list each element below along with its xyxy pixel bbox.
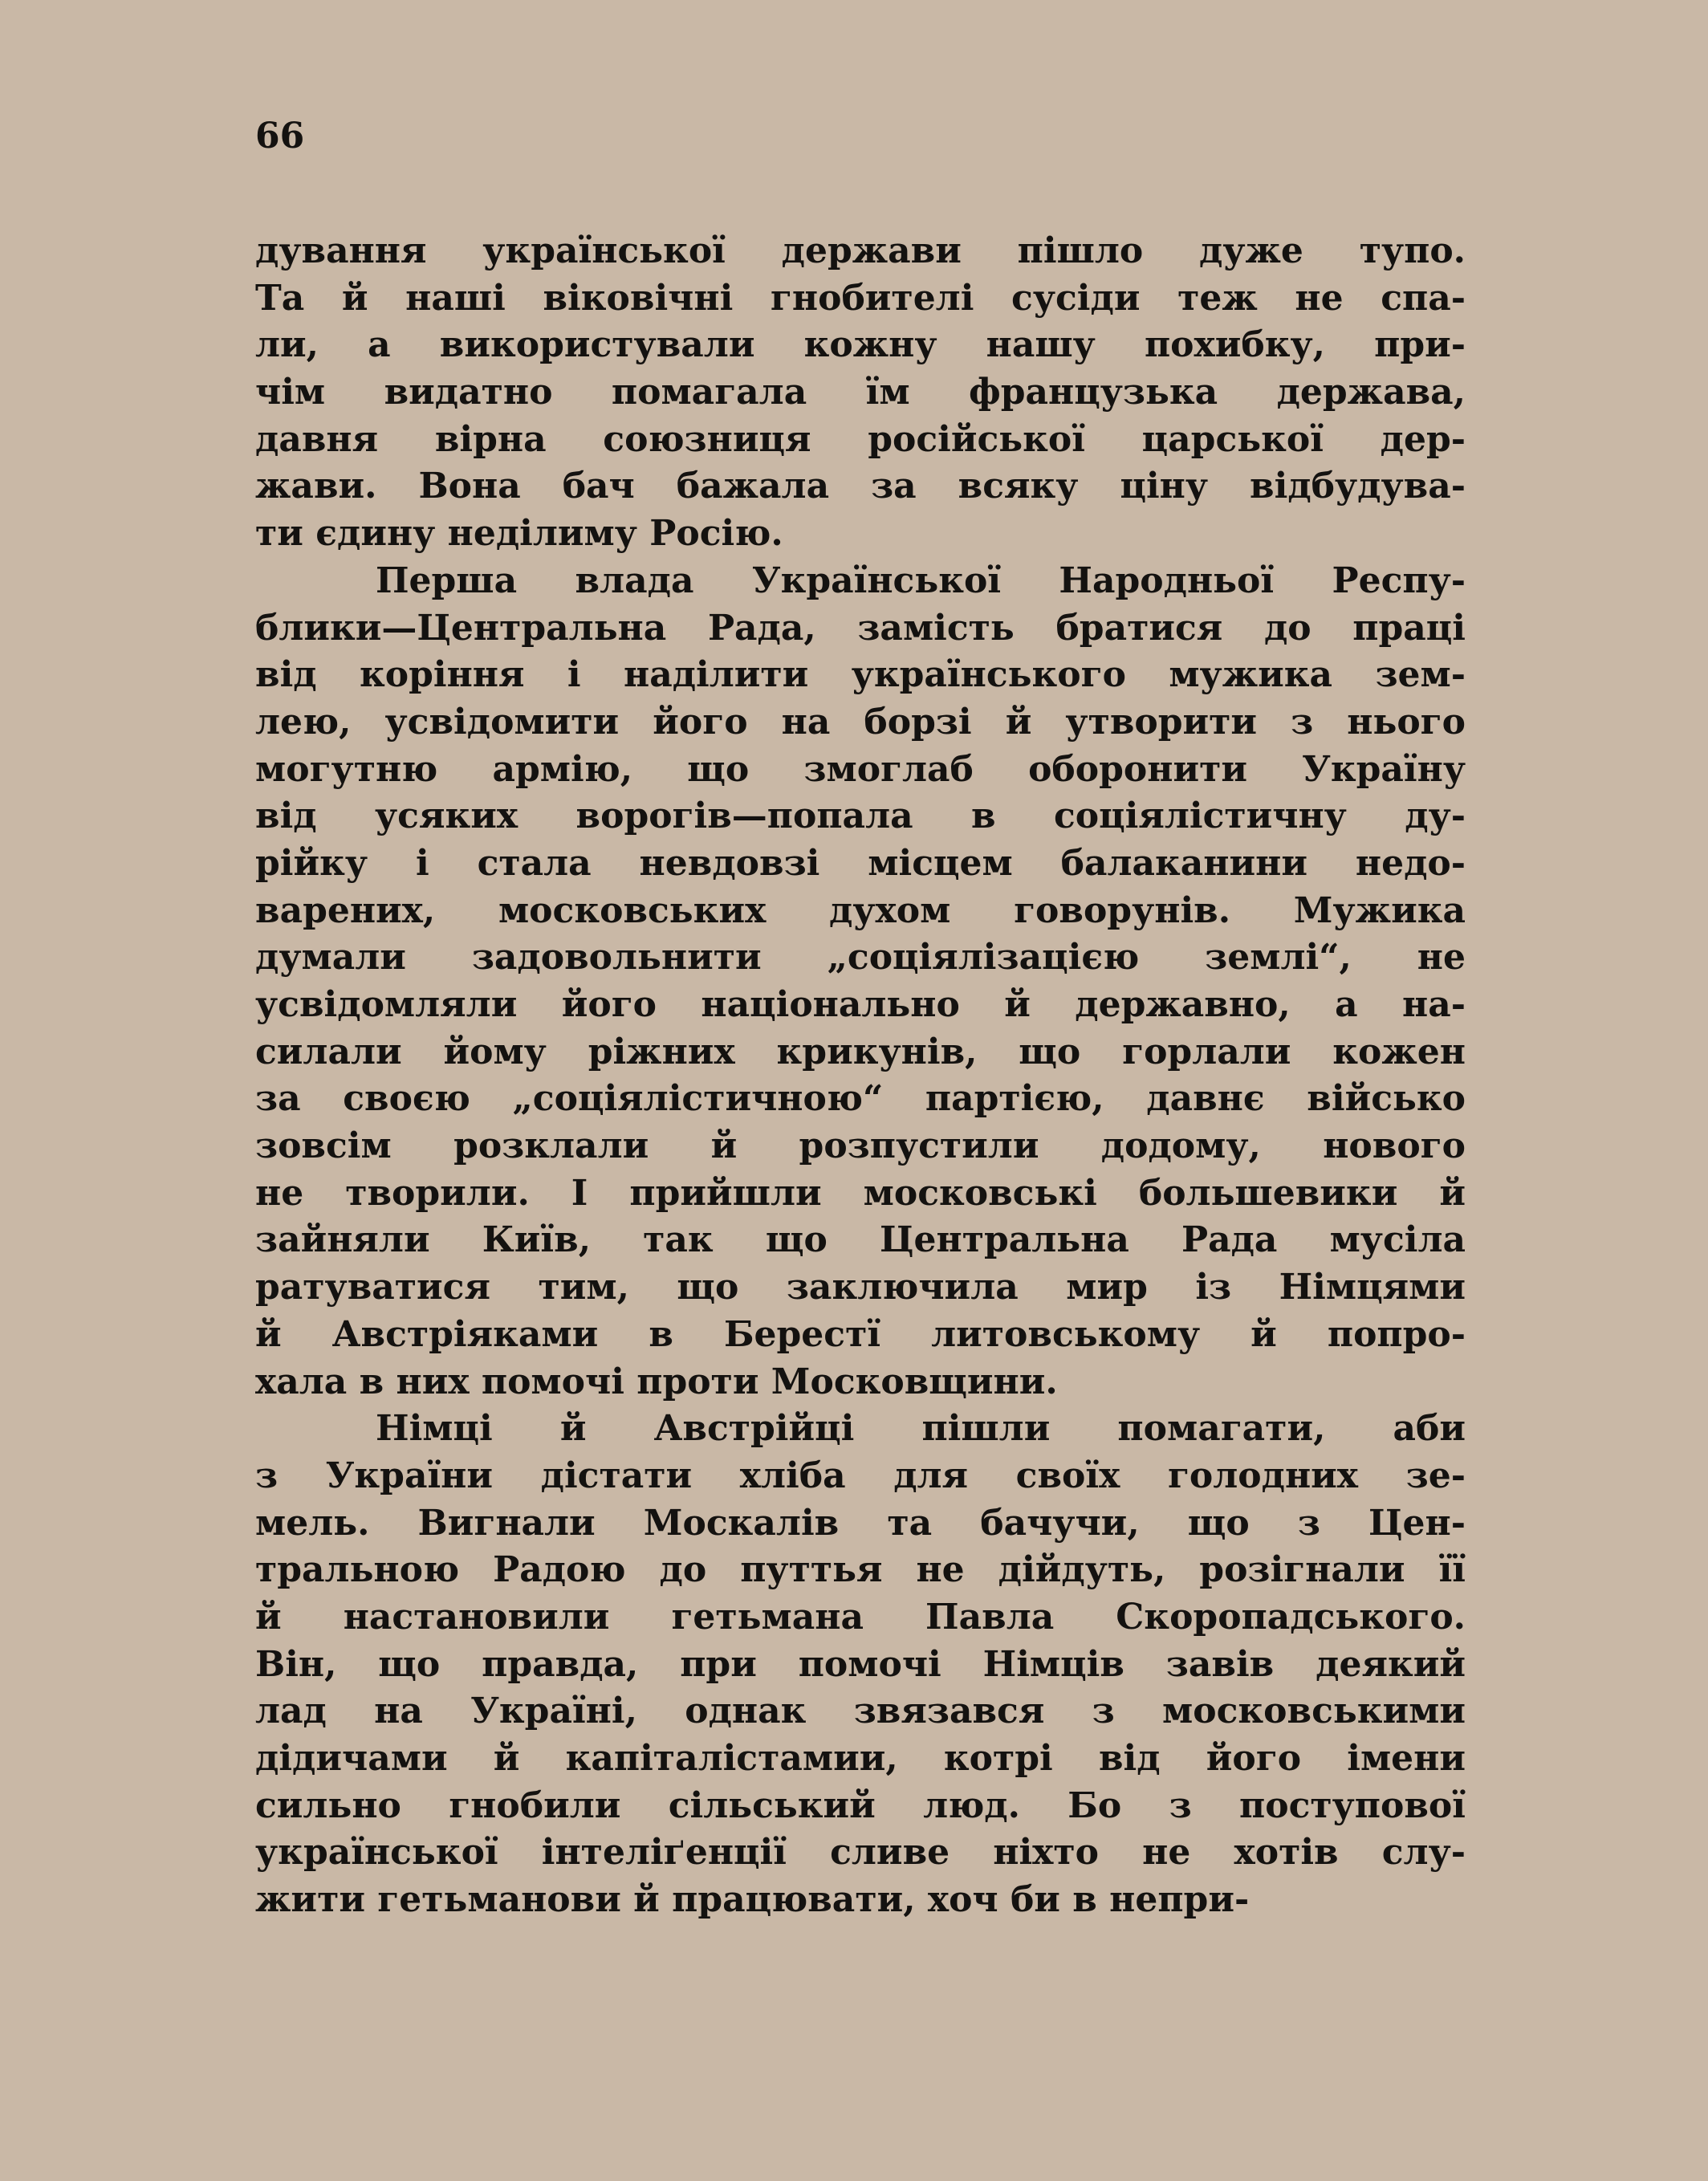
text-line: від усяких ворогів—попала в соціялістичну ду- <box>255 795 1466 837</box>
text-line: сильно гнобили сільський люд. Бо з поступової <box>255 1784 1466 1826</box>
text-line: варених, московських духом говорунів. Мужика <box>255 889 1466 931</box>
page-number: 66 <box>255 116 305 157</box>
text-line: ли, а використували кожну нашу похибку, при- <box>255 324 1466 366</box>
text-line: тральною Радою до путтья не дійдуть, розігнали її <box>255 1549 1466 1591</box>
text-line: Перша влада Української Народньої Респу- <box>376 559 1466 601</box>
text-line: давня вірна союзниця російської царської дер- <box>255 418 1466 460</box>
paragraph <box>255 228 1466 558</box>
text-line: ти єдину неділиму Росію. <box>255 513 783 555</box>
text-line: жити гетьманови й працювати, хоч би в непри- <box>255 1879 1250 1921</box>
text-line: від коріння і наділити українського мужика зем- <box>255 654 1466 696</box>
text-line: мель. Вигнали Москалів та бачучи, що з Цен- <box>255 1502 1466 1544</box>
text-line: дідичами й капіталістамии, котрі від його імени <box>255 1738 1466 1779</box>
text-line: блики—Центральна Рада, замість братися до праці <box>255 607 1466 649</box>
text-line: чім видатно помагала їм французька держава, <box>255 372 1466 413</box>
text-line: лад на Україні, однак звязався з московськими <box>255 1691 1466 1732</box>
text-line: з України дістати хліба для своїх голодних зе- <box>255 1455 1466 1496</box>
text-line: й настановили гетьмана Павла Скоропадського. <box>255 1596 1466 1638</box>
text-line: Він, що правда, при помочі Німців завів деякий <box>255 1643 1466 1685</box>
text-line: ратуватися тим, що заключила мир із Німцями <box>255 1267 1466 1308</box>
text-line: хала в них помочі проти Московщини. <box>255 1361 1058 1402</box>
text-line: думали задовольнити „соціялізацією землі“, не <box>255 937 1466 979</box>
text-line: зайняли Київ, так що Центральна Рада мусіла <box>255 1219 1466 1261</box>
text-line: української інтеліґенції сливе ніхто не хотів слу- <box>255 1832 1466 1874</box>
paragraph <box>255 1406 1466 1924</box>
text-line: не творили. І прийшли московські большевики й <box>255 1172 1466 1214</box>
text-line: й Австріяками в Берестї литовському й попро- <box>255 1313 1466 1355</box>
text-line: силали йому ріжних крикунів, що горлали кожен <box>255 1031 1466 1072</box>
text-line: могутню армію, що змоглаб оборонити Україну <box>255 748 1466 790</box>
text-line: за своєю „соціялістичною“ партією, давнє військо <box>255 1078 1466 1120</box>
text-line: зовсім розклали й розпустили додому, нового <box>255 1125 1466 1167</box>
body-text <box>255 228 1466 1924</box>
text-line: рійку і стала невдовзі місцем балаканини недо- <box>255 842 1466 884</box>
paragraph <box>255 558 1466 1406</box>
text-line: Німці й Австрійці пішли помагати, аби <box>376 1408 1466 1450</box>
text-line: усвідомляли його національно й державно, а на- <box>255 984 1466 1025</box>
text-line: лею, усвідомити його на борзі й утворити з нього <box>255 701 1466 743</box>
text-line: жави. Вона бач бажала за всяку ціну відбудува- <box>255 466 1466 507</box>
text-line: Та й наші віковічні гнобителі сусіди теж не спа- <box>255 277 1466 319</box>
text-line: дування української держави пішло дуже тупо. <box>255 230 1466 271</box>
